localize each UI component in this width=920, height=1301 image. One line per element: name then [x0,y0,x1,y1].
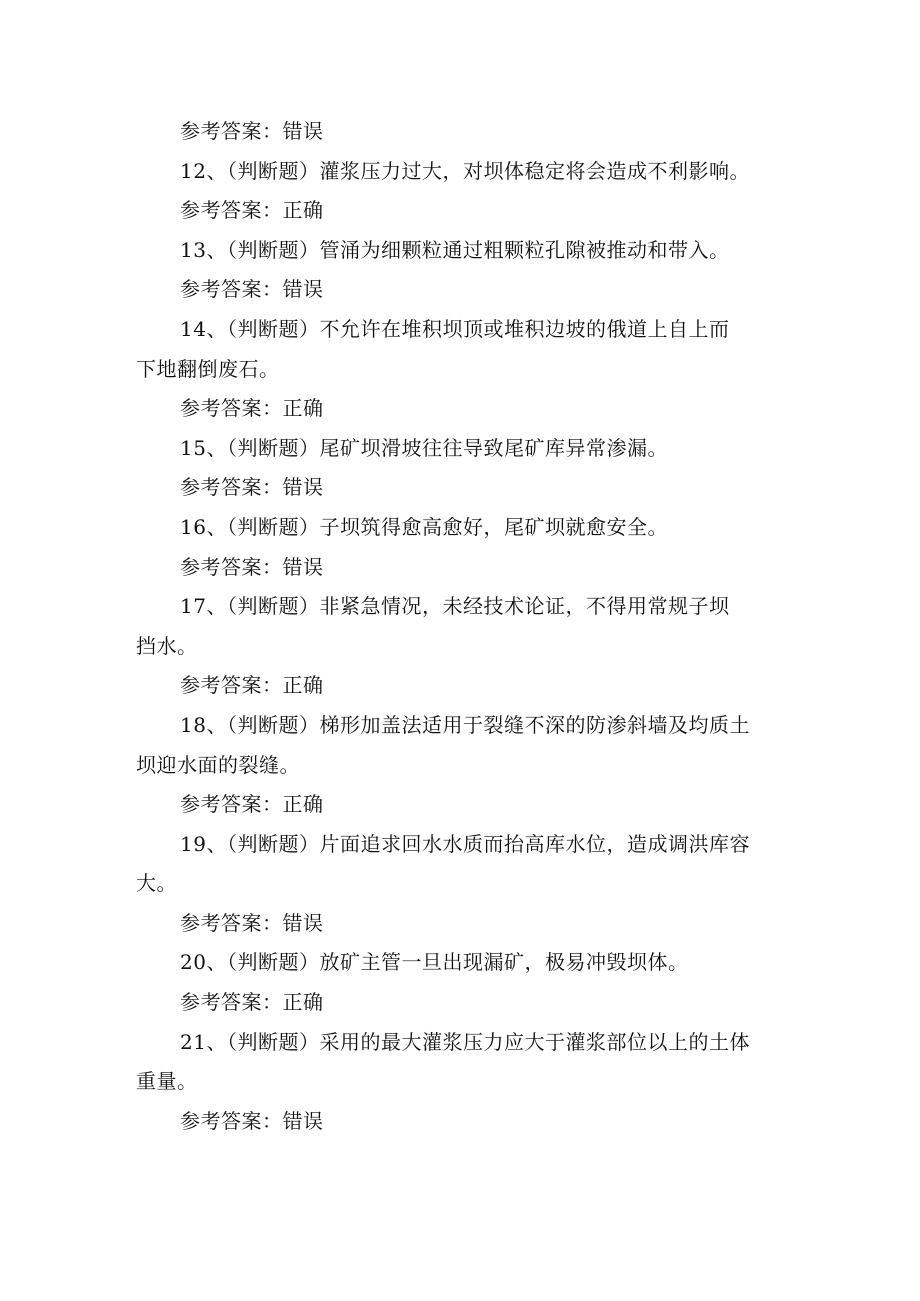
question-line: 21、（判断题）采用的最大灌浆压力应大于灌浆部位以上的土体 [180,1029,750,1054]
answer-line: 参考答案：正确 [180,990,324,1015]
question-continuation-line: 下地翻倒废石。 [136,356,280,381]
question-continuation-line: 大。 [136,871,177,896]
answer-line: 参考答案：错误 [180,277,324,302]
answer-line: 参考答案：错误 [180,119,324,143]
question-continuation-line: 挡水。 [136,633,198,658]
question-line: 18、（判断题）梯形加盖法适用于裂缝不深的防渗斜墙及均质土 [180,712,750,737]
question-line: 20、（判断题）放矿主管一旦出现漏矿，极易冲毁坝体。 [180,950,689,975]
answer-line: 参考答案：正确 [180,198,324,223]
question-continuation-line: 重量。 [136,1069,198,1094]
question-line: 16、（判断题）子坝筑得愈高愈好，尾矿坝就愈安全。 [180,514,668,539]
answer-line: 参考答案：错误 [180,1108,324,1133]
question-line: 13、（判断题）管涌为细颗粒通过粗颗粒孔隙被推动和带入。 [180,237,730,262]
question-line: 15、（判断题）尾矿坝滑坡往往导致尾矿库异常渗漏。 [180,435,668,460]
question-continuation-line: 坝迎水面的裂缝。 [136,752,300,777]
question-line: 19、（判断题）片面追求回水水质而抬高库水位，造成调洪库容 [180,831,750,856]
answer-line: 参考答案：正确 [180,673,324,698]
question-line: 12、（判断题）灌浆压力过大，对坝体稳定将会造成不利影响。 [180,158,750,183]
answer-line: 参考答案：错误 [180,910,324,935]
answer-line: 参考答案：正确 [180,396,324,421]
question-list [136,112,786,1141]
question-line: 17、（判断题）非紧急情况，未经技术论证，不得用常规子坝 [180,594,730,619]
answer-line: 参考答案：错误 [180,554,324,579]
question-line: 14、（判断题）不允许在堆积坝顶或堆积边坡的俄道上自上而 [180,316,730,341]
answer-line: 参考答案：正确 [180,792,324,817]
answer-line: 参考答案：错误 [180,475,324,500]
